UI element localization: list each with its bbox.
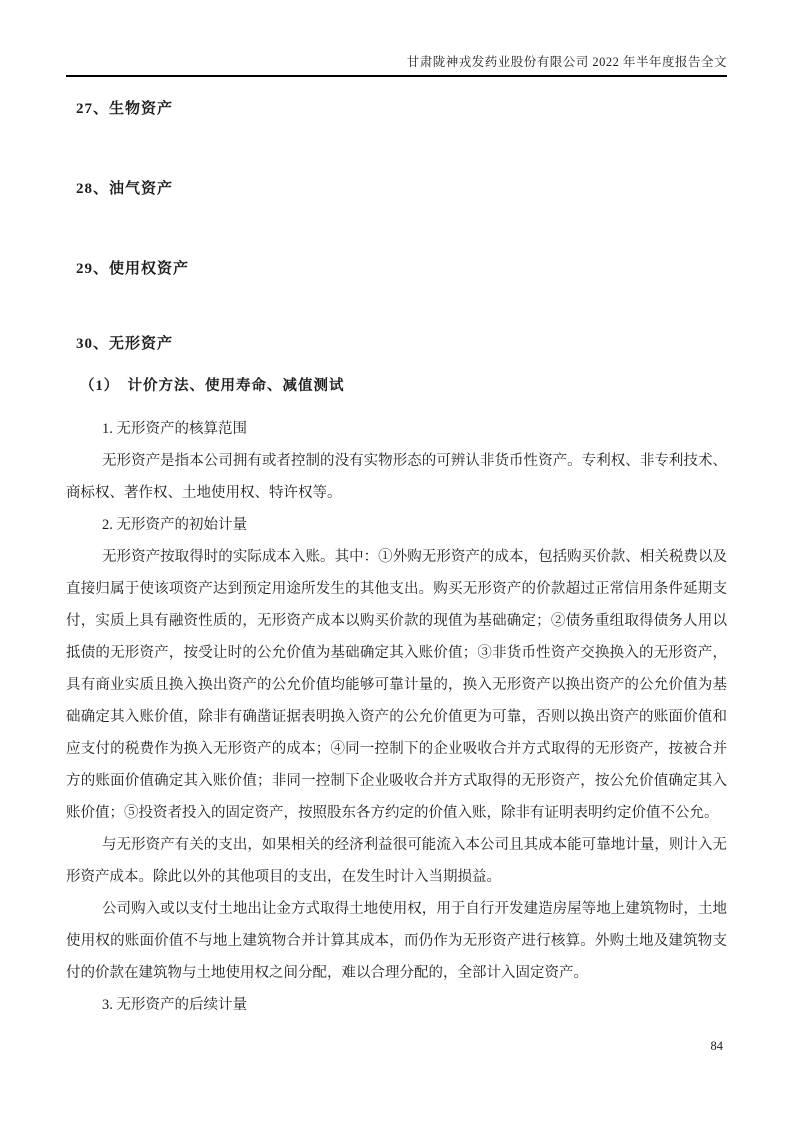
page-number: 84 xyxy=(710,1039,723,1053)
section-heading-29-right-of-use-assets: 29、使用权资产 xyxy=(76,261,190,277)
paragraph-initial-measurement-detail: 无形资产按取得时的实际成本入账。其中：①外购无形资产的成本，包括购买价款、相关税费以及直接归属于使该项资产达到预定用途所发生的其他支出。购买无形资产的价款超过正常信用条件延期支付，实质上具有融资性质的，无形资产成本以购买价款的现值为基础确定；②债务重组取得债务人用以抵债的无形资产，按受让时的公允价值为基础确定其入账价值；③非货币性资产交换换入的无形资产，具有商业实质且换入换出资产的公允价值均能够可靠计量的，换入无形资产以换出资产的公允价值为基础确定其入账价值，除非有确凿证据表明换入资产的公允价值更为可靠，否则以换出资产的账面价值和应支付的税费作为换入无形资产的成本；④同一控制下的企业吸收合并方式取得的无形资产，按被合并方的账面价值确定其入账价值；非同一控制下企业吸收合并方式取得的无形资产，按公允价值确定其入账价值；⑤投资者投入的固定资产，按照股东各方约定的价值入账，除非有证明表明约定价值不公允。 xyxy=(66,549,727,821)
body-text-block xyxy=(66,413,727,1021)
list-item-2-initial-measurement: 2. 无形资产的初始计量 xyxy=(102,517,247,533)
paragraph-related-expenditure: 与无形资产有关的支出，如果相关的经济利益很可能流入本公司且其成本能可靠地计量，则计入无形资产成本。除此以外的其他项目的支出，在发生时计入当期损益。 xyxy=(66,837,727,885)
section-heading-27-biological-assets: 27、生物资产 xyxy=(76,101,174,117)
page-header xyxy=(66,0,727,77)
list-item-1-accounting-scope: 1. 无形资产的核算范围 xyxy=(102,421,247,437)
paragraph-intangible-definition: 无形资产是指本公司拥有或者控制的没有实物形态的可辨认非货币性资产。专利权、非专利技术、商标权、著作权、土地使用权、特许权等。 xyxy=(66,453,727,501)
page-header-title: 甘肃陇神戎发药业股份有限公司 2022 年半年度报告全文 xyxy=(406,55,727,69)
section-heading-30-intangible-assets: 30、无形资产 xyxy=(76,336,174,352)
list-item-3-subsequent-measurement: 3. 无形资产的后续计量 xyxy=(102,997,247,1013)
subsection-heading-valuation-method: （1） 计价方法、使用寿命、减值测试 xyxy=(80,378,345,394)
paragraph-land-use-right: 公司购入或以支付土地出让金方式取得土地使用权，用于自行开发建造房屋等地上建筑物时，土地使用权的账面价值不与地上建筑物合并计算其成本，而仍作为无形资产进行核算。外购土地及建筑物支付的价款在建筑物与土地使用权之间分配，难以合理分配的，全部计入固定资产。 xyxy=(66,901,727,981)
section-heading-28-oil-gas-assets: 28、油气资产 xyxy=(76,181,174,197)
